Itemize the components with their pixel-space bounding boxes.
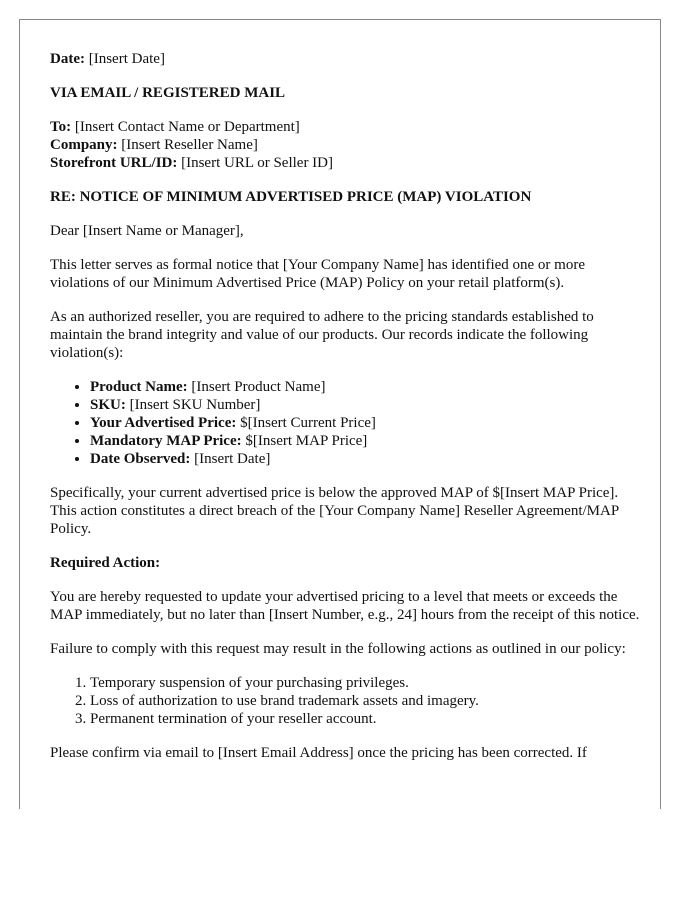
storefront-line <box>50 154 640 172</box>
required-action-heading: Required Action: <box>50 555 161 571</box>
detail-label: Mandatory MAP Price: <box>90 433 242 449</box>
list-item <box>90 450 640 468</box>
to-value: [Insert Contact Name or Department] <box>74 119 300 135</box>
violation-details-list <box>50 378 640 468</box>
date-value: [Insert Date] <box>88 51 165 67</box>
list-item: 2. Loss of authorization to use brand trademark assets and imagery. <box>90 692 640 710</box>
detail-label: SKU: <box>90 397 126 413</box>
detail-value: [Insert Date] <box>194 451 271 467</box>
to-line <box>50 118 640 136</box>
storefront-value: [Insert URL or Seller ID] <box>181 155 334 171</box>
consequences-list <box>50 674 640 728</box>
detail-value: $[Insert Current Price] <box>240 415 376 431</box>
salutation: Dear [Insert Name or Manager], <box>50 223 244 239</box>
list-item <box>90 432 640 450</box>
specifics-paragraph: Specifically, your current advertised price is below the approved MAP of $[Insert MAP Price]. This action constitutes a direct breach of the [Your Company Name] Reseller Agreement/MAP Policy. <box>50 485 619 537</box>
list-item <box>90 378 640 396</box>
detail-value: [Insert Product Name] <box>191 379 326 395</box>
storefront-label: Storefront URL/ID: <box>50 155 178 171</box>
confirm-paragraph: Please confirm via email to [Insert Email Address] once the pricing has been corrected. If <box>50 745 587 761</box>
company-line <box>50 136 640 154</box>
list-item <box>90 414 640 432</box>
list-item <box>90 396 640 414</box>
subject-line: RE: NOTICE OF MINIMUM ADVERTISED PRICE (MAP) VIOLATION <box>50 189 532 205</box>
letter-page <box>19 19 661 809</box>
detail-label: Date Observed: <box>90 451 191 467</box>
detail-value: [Insert SKU Number] <box>129 397 261 413</box>
intro-paragraph: This letter serves as formal notice that [Your Company Name] has identified one or more violations of our Minimum Advertised Price (MAP) Policy on your retail platform(s). <box>50 257 585 291</box>
failure-paragraph: Failure to comply with this request may result in the following actions as outlined in our policy: <box>50 641 626 657</box>
to-label: To: <box>50 119 72 135</box>
delivery-method: VIA EMAIL / REGISTERED MAIL <box>50 85 286 101</box>
request-paragraph: You are hereby requested to update your advertised pricing to a level that meets or exceeds the MAP immediately, but no later than [Insert Number, e.g., 24] hours from the receipt of this notice. <box>50 589 640 623</box>
detail-value: $[Insert MAP Price] <box>245 433 368 449</box>
list-item: 3. Permanent termination of your reseller account. <box>90 710 640 728</box>
company-value: [Insert Reseller Name] <box>121 137 258 153</box>
date-label: Date: <box>50 51 85 67</box>
detail-label: Product Name: <box>90 379 188 395</box>
list-item: 1. Temporary suspension of your purchasing privileges. <box>90 674 640 692</box>
detail-label: Your Advertised Price: <box>90 415 237 431</box>
reseller-paragraph: As an authorized reseller, you are required to adhere to the pricing standards established to maintain the brand integrity and value of our products. Our records indicate the following violation(s): <box>50 309 594 361</box>
recipient-block <box>50 118 640 172</box>
date-line <box>50 50 640 68</box>
letter-body <box>50 50 640 778</box>
company-label: Company: <box>50 137 118 153</box>
